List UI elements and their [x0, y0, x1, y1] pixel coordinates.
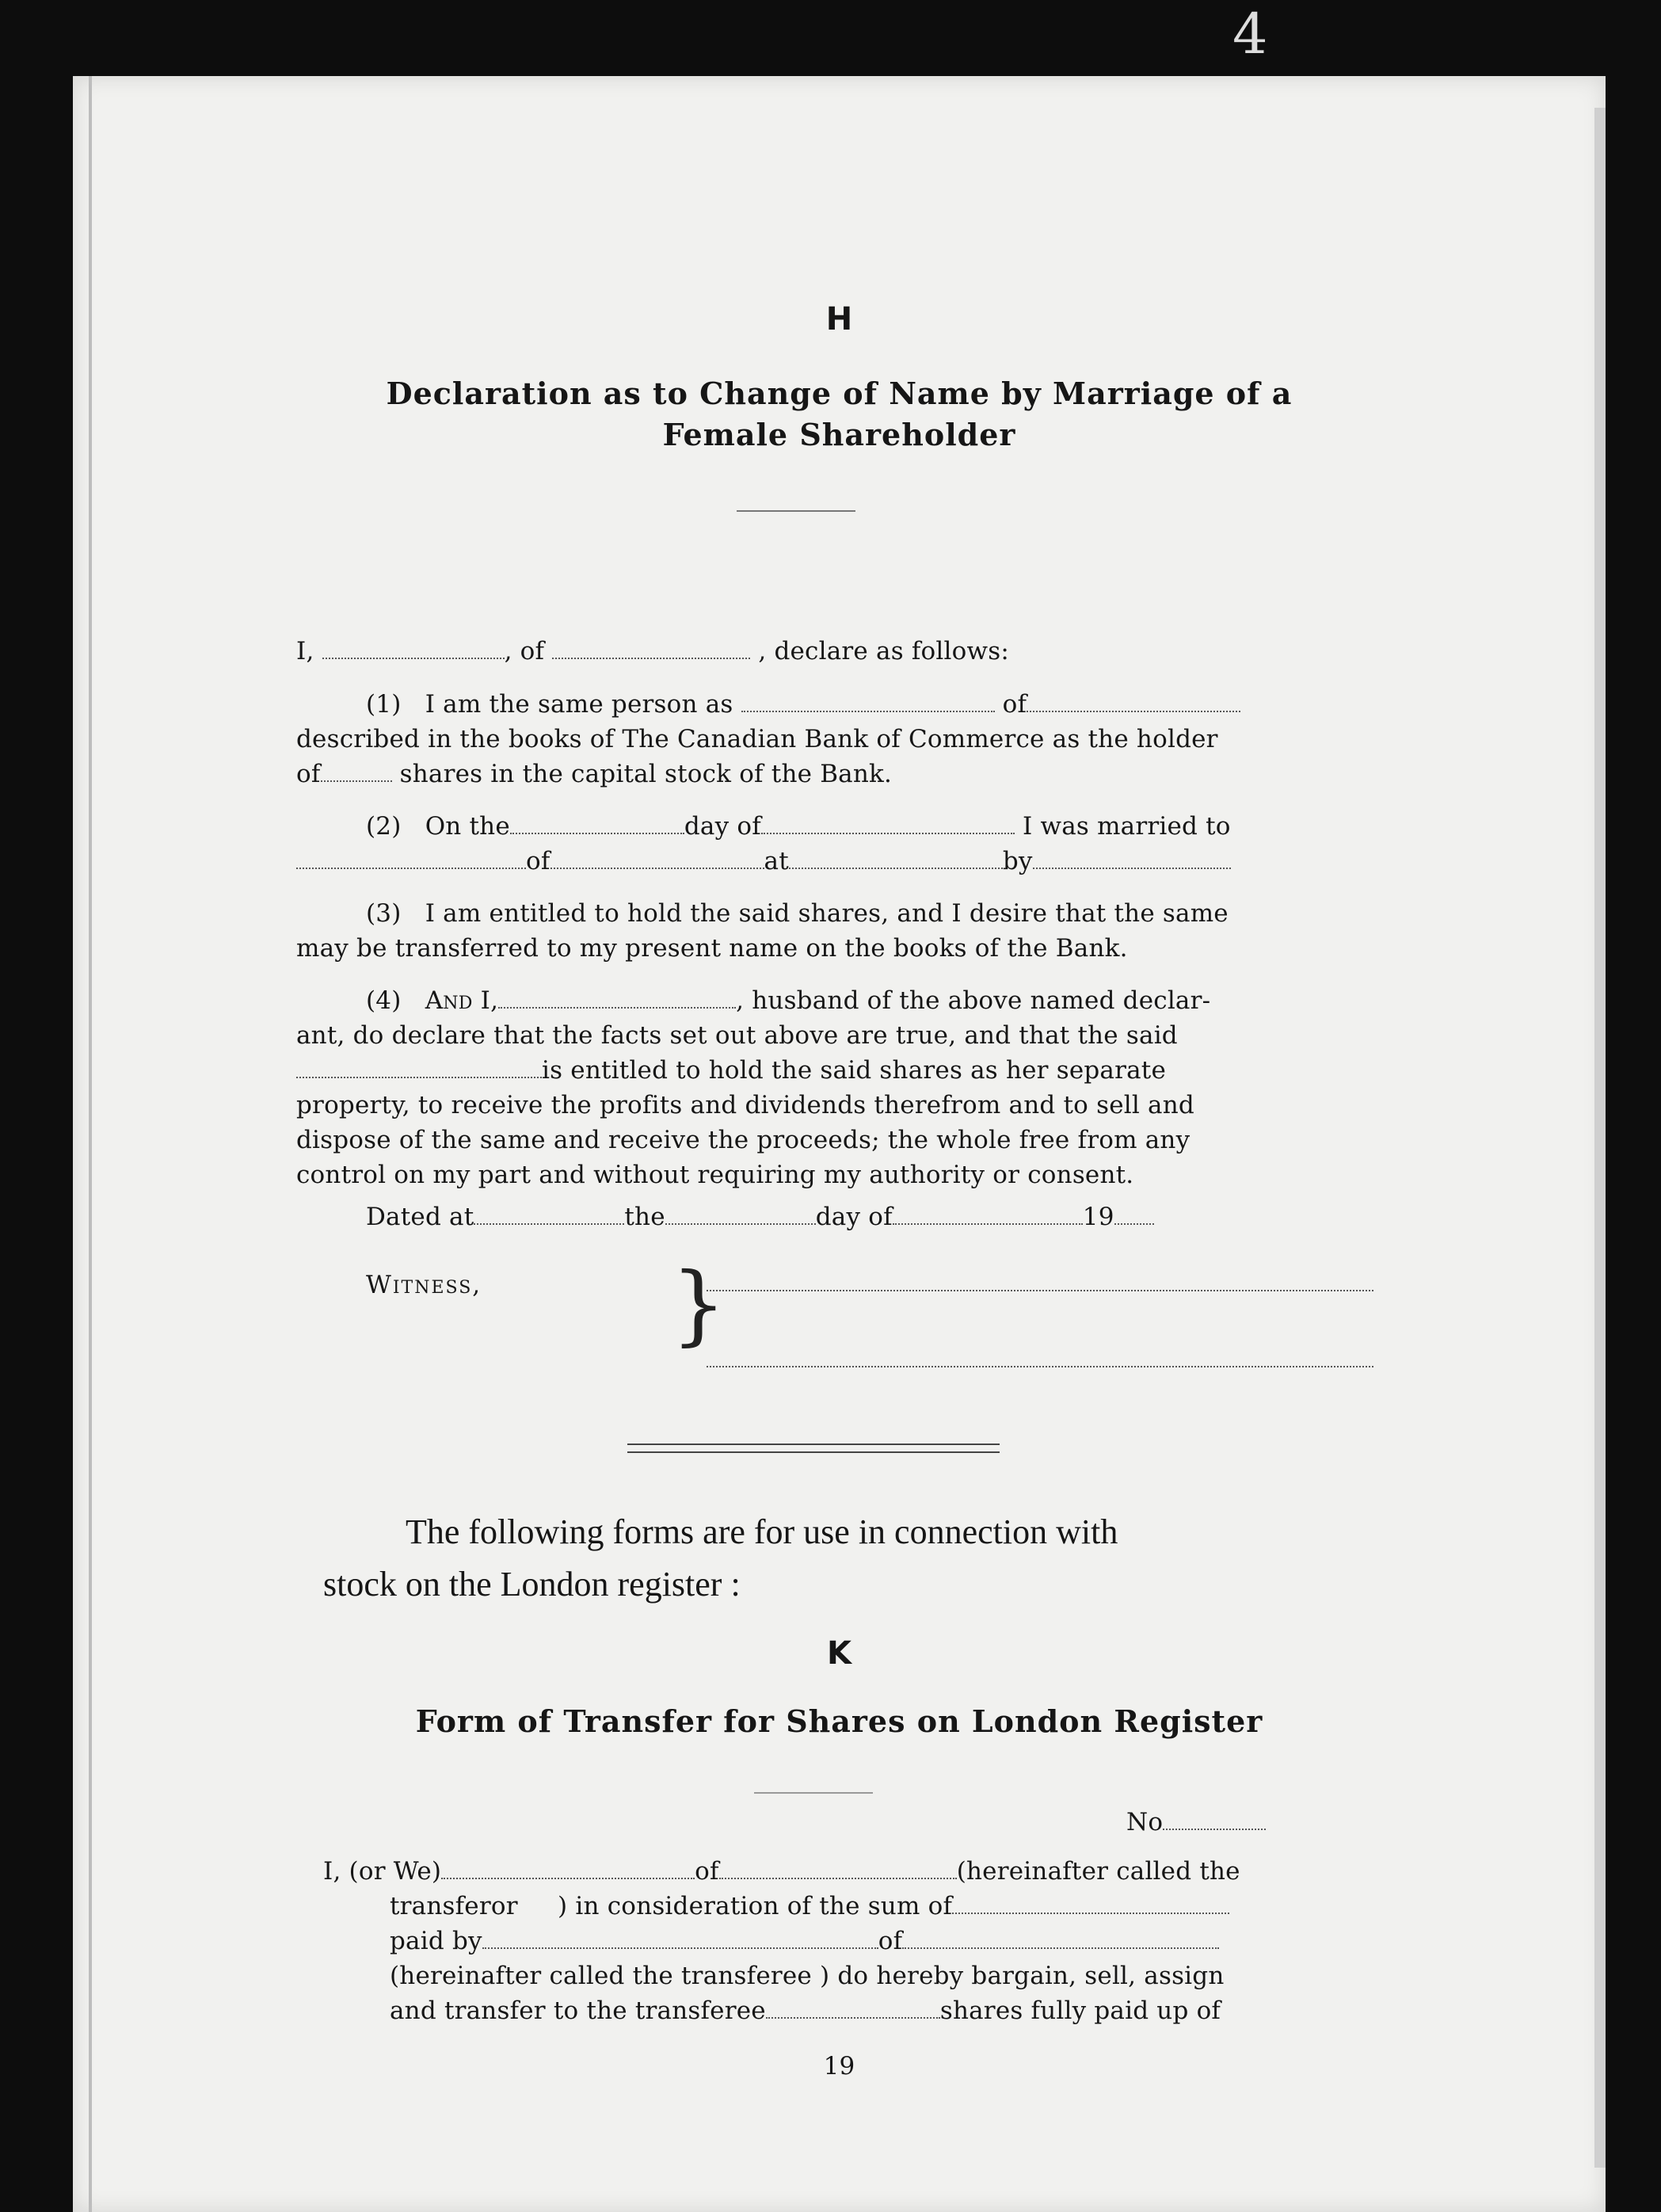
transfer-to-text: and transfer to the transferee — [390, 1997, 766, 2025]
section-h-title-line2: Female Shareholder — [662, 417, 1016, 452]
brace: } — [671, 1253, 726, 1355]
para-1-text: I am the same person as — [425, 690, 733, 719]
transferor-address-blank[interactable] — [719, 1859, 957, 1879]
no-label: No — [1126, 1808, 1164, 1836]
marriage-place-blank[interactable] — [789, 849, 1003, 869]
para-2-line1 — [366, 812, 1231, 841]
double-rule-top — [627, 1444, 1000, 1445]
dated-at: Dated at — [366, 1203, 474, 1231]
consideration-text: ) in consideration of the sum of — [558, 1892, 953, 1920]
transfer-of: of — [695, 1857, 719, 1886]
para-1-line2: described in the books of The Canadian Bank of Commerce as the holder — [296, 725, 1218, 753]
para-1-shares-text: shares in the capital stock of the Bank. — [399, 760, 893, 788]
paid-by-label: paid by — [390, 1927, 482, 1955]
shares-count-blank[interactable] — [321, 761, 392, 782]
para-2-at: at — [764, 847, 789, 875]
sum-blank[interactable] — [952, 1894, 1229, 1914]
transferor-label: transferor — [390, 1892, 518, 1920]
double-rule-bottom — [627, 1451, 1000, 1453]
para-4-line2: ant, do declare that the facts set out above are true, and that the said — [296, 1021, 1178, 1050]
para-4-and-i: And I, — [425, 986, 499, 1015]
transfer-line3 — [390, 1927, 1219, 1955]
para-4-husband: , husband of the above named declar- — [736, 986, 1211, 1015]
divider-k — [754, 1792, 873, 1794]
para-1-number: (1) — [366, 690, 402, 719]
shares-blank[interactable] — [766, 1998, 940, 2019]
section-letter-h: H — [825, 301, 853, 338]
husband-address-blank[interactable] — [550, 849, 764, 869]
para-4-line4: property, to receive the profits and dividends therefrom and to sell and — [296, 1091, 1194, 1119]
marriage-month-blank[interactable] — [761, 814, 1015, 834]
declarant-name-blank[interactable] — [296, 1058, 542, 1078]
dated-day-of: day of — [815, 1203, 893, 1231]
transfer-hereinafter: (hereinafter called the — [956, 1857, 1240, 1886]
dated-line — [366, 1203, 1154, 1231]
witness-signature-line-2[interactable] — [707, 1350, 1373, 1367]
husband-name-blank[interactable] — [296, 849, 526, 869]
transfer-line2 — [390, 1892, 1229, 1920]
payer-address-blank[interactable] — [902, 1928, 1219, 1949]
para-2-number: (2) — [366, 812, 402, 841]
dated-day-blank[interactable] — [665, 1204, 816, 1225]
section-k-title: Form of Transfer for Shares on London Register — [415, 1703, 1263, 1739]
dated-year: 19 — [1082, 1203, 1114, 1231]
section-h-title-line1: Declaration as to Change of Name by Marriage of a — [386, 376, 1293, 411]
dated-month-blank[interactable] — [893, 1204, 1083, 1225]
dated-the: the — [624, 1203, 665, 1231]
payer-of: of — [878, 1927, 903, 1955]
marriage-day-blank[interactable] — [510, 814, 684, 834]
no-blank[interactable] — [1163, 1810, 1266, 1830]
address-blank[interactable] — [552, 639, 750, 659]
para-4-entitled: is entitled to hold the said shares as her separate — [542, 1056, 1167, 1085]
para-1-of2: of — [296, 760, 321, 788]
dated-place-blank[interactable] — [474, 1204, 624, 1225]
label-declare: , declare as follows: — [758, 637, 1009, 666]
label-of: , of — [504, 637, 545, 666]
former-address-blank[interactable] — [1027, 692, 1240, 712]
witness-signature-line-1[interactable] — [707, 1274, 1373, 1291]
para-2-of: of — [526, 847, 550, 875]
para-1-line1 — [366, 690, 1240, 719]
intro-line1: The following forms are for use in connection with — [406, 1512, 1118, 1551]
para-2-on-the: On the — [425, 812, 510, 841]
para-4-line1 — [366, 986, 1210, 1015]
para-2-line2 — [296, 847, 1231, 875]
para-3-line1 — [366, 899, 1229, 928]
para-1-of: of — [1002, 690, 1027, 719]
para-2-day-of: day of — [684, 812, 761, 841]
para-4-line6: control on my part and without requiring my authority or consent. — [296, 1161, 1134, 1189]
husband-signature-name-blank[interactable] — [498, 988, 736, 1009]
para-2-married: I was married to — [1022, 812, 1231, 841]
payer-blank[interactable] — [482, 1928, 878, 1949]
shares-fully-paid: shares fully paid up of — [939, 1997, 1221, 2025]
para-3-text: I am entitled to hold the said shares, and I desire that the same — [425, 899, 1229, 928]
document-page — [73, 76, 1606, 2212]
intro-line2: stock on the London register : — [323, 1565, 741, 1604]
para-1-line3 — [296, 760, 892, 788]
section-letter-k: K — [827, 1635, 851, 1672]
number-line — [1126, 1808, 1266, 1836]
page-number: 19 — [823, 2052, 855, 2080]
transfer-line4: (hereinafter called the transferee ) do hereby bargain, sell, assign — [390, 1962, 1225, 1990]
transfer-line1 — [323, 1857, 1240, 1886]
former-name-blank[interactable] — [741, 692, 995, 712]
name-blank[interactable] — [322, 639, 505, 659]
transfer-line5 — [390, 1997, 1221, 2025]
label-i: I, — [296, 637, 314, 666]
para-2-by: by — [1002, 847, 1033, 875]
dated-year-blank[interactable] — [1114, 1204, 1154, 1225]
divider — [737, 510, 855, 512]
officiant-blank[interactable] — [1033, 849, 1231, 869]
para-3-line2: may be transferred to my present name on the books of the Bank. — [296, 934, 1128, 963]
corner-mark: 4 — [1232, 2, 1268, 67]
transferor-name-blank[interactable] — [441, 1859, 695, 1879]
para-4-line5: dispose of the same and receive the proceeds; the whole free from any — [296, 1126, 1191, 1154]
declaration-opening — [296, 637, 1009, 666]
para-4-number: (4) — [366, 986, 402, 1015]
para-3-number: (3) — [366, 899, 402, 928]
para-4-line3 — [296, 1056, 1166, 1085]
transfer-i-we: I, (or We) — [323, 1857, 442, 1886]
witness-label: Witness, — [366, 1271, 482, 1299]
